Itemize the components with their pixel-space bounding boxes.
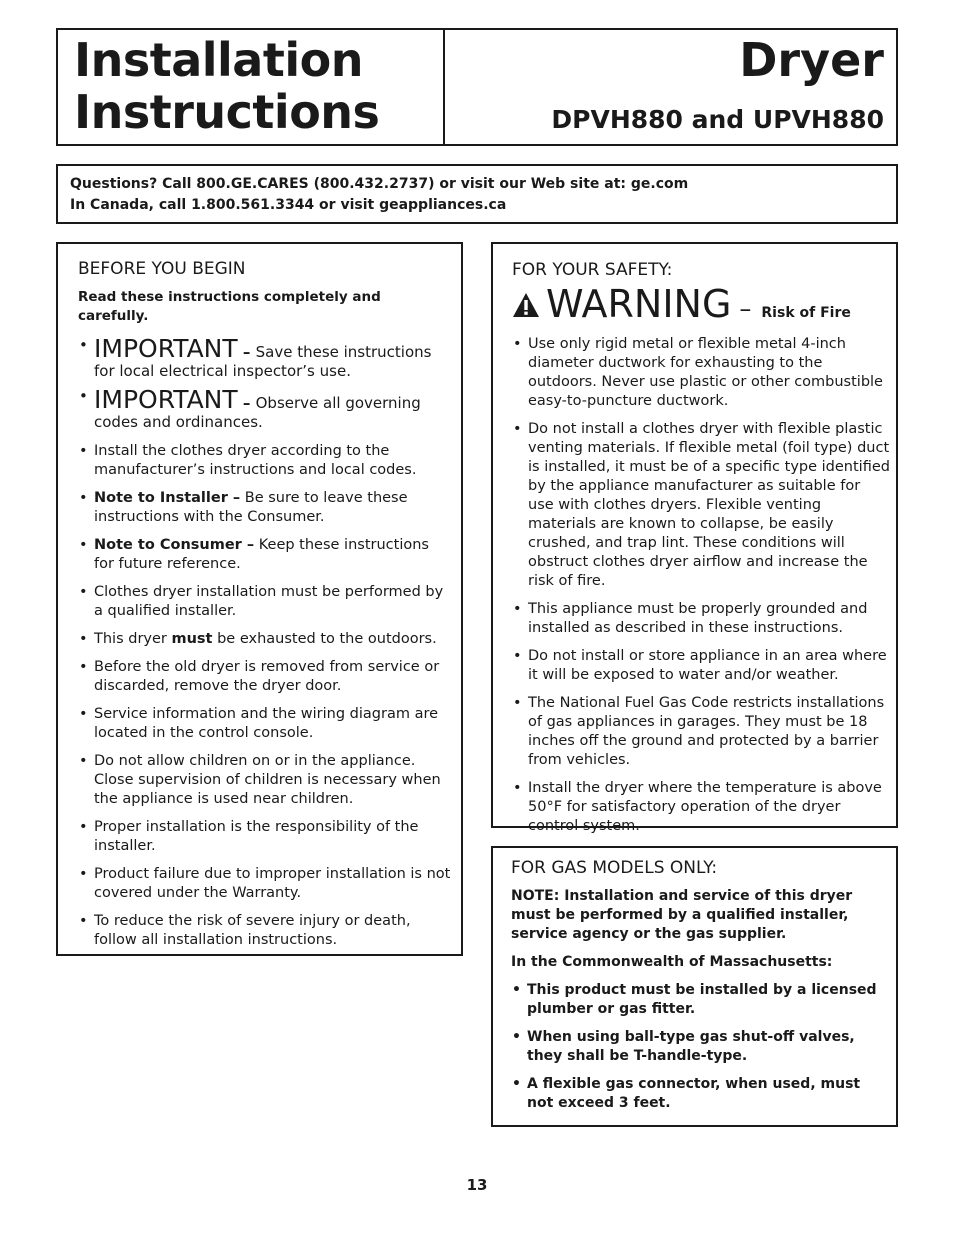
- risk-of-fire-label: Risk of Fire: [761, 305, 851, 321]
- list-item: • Product failure due to improper installation is not covered under the Warranty.: [78, 865, 453, 903]
- list-item: • Service information and the wiring diagram are located in the control console.: [78, 705, 453, 743]
- safety-heading: FOR YOUR SAFETY:: [512, 260, 673, 280]
- warning-dash: –: [739, 295, 752, 323]
- list-item: • Proper installation is the responsibility of the installer.: [78, 818, 453, 856]
- list-item: • Clothes dryer installation must be performed by a qualified installer.: [78, 583, 453, 621]
- safety-list: [512, 335, 890, 836]
- list-item: • Install the dryer where the temperature is above 50°F for satisfactory operation of the dryer control system.: [512, 779, 890, 836]
- list-item: • Do not allow children on or in the appliance. Close supervision of children is necessary when the appliance is used near children.: [78, 752, 453, 809]
- list-item: • Note to Consumer – Keep these instructions for future reference.: [78, 536, 453, 574]
- before-list: [78, 442, 453, 950]
- contact-line-us: Questions? Call 800.GE.CARES (800.432.2737) or visit our Web site at: ge.com: [70, 176, 689, 192]
- important-item: [78, 336, 453, 381]
- safety-panel: [491, 242, 898, 834]
- important-label: IMPORTANT: [94, 334, 238, 363]
- model-numbers: DPVH880 and UPVH880: [551, 105, 884, 134]
- warning-banner: [512, 283, 890, 327]
- list-item: • A flexible gas connector, when used, must not exceed 3 feet.: [511, 1075, 890, 1113]
- important-dash: –: [237, 394, 256, 412]
- important-text: Save these instructions for local electrical inspector’s use.: [94, 343, 432, 380]
- list-item: • The National Fuel Gas Code restricts installations of gas appliances in garages. They must be 18 inches off the ground and protected by a barrier from vehicles.: [512, 694, 890, 770]
- list-item: • This product must be installed by a licensed plumber or gas fitter.: [511, 981, 890, 1019]
- list-item: • This dryer must be exhausted to the outdoors.: [78, 630, 453, 649]
- before-you-begin-panel: [56, 242, 463, 956]
- before-lead: Read these instructions completely and carefully.: [78, 289, 381, 324]
- contact-line-canada: In Canada, call 1.800.561.3344 or visit geappliances.ca: [70, 197, 507, 213]
- list-item: • This appliance must be properly grounded and installed as described in these instructions.: [512, 600, 890, 638]
- list-item: • Do not install a clothes dryer with flexible plastic venting materials. If flexible metal (foil type) duct is installed, it must be of a specific type identified by the appliance manufacturer as suitable for use with clothes dryers. Flexible venting materials are known to collapse, be easily crushed, and trap lint. These conditions will obstruct clothes dryer airflow and increase the risk of fire.: [512, 420, 890, 591]
- gas-models-panel: [491, 846, 898, 1127]
- page-number: 13: [466, 1176, 488, 1194]
- gas-heading: FOR GAS MODELS ONLY:: [511, 858, 718, 878]
- important-text: Observe all governing codes and ordinances.: [94, 394, 421, 431]
- before-heading: BEFORE YOU BEGIN: [78, 259, 246, 279]
- warning-triangle-icon: [512, 292, 540, 318]
- list-item: • Install the clothes dryer according to the manufacturer’s instructions and local codes.: [78, 442, 453, 480]
- list-item: • When using ball-type gas shut-off valves, they shall be T-handle-type.: [511, 1028, 890, 1066]
- important-label: IMPORTANT: [94, 385, 238, 414]
- gas-note: NOTE: Installation and service of this dryer must be performed by a qualified installer, service agency or the gas supplier.: [511, 888, 853, 942]
- list-item: • Note to Installer – Be sure to leave these instructions with the Consumer.: [78, 489, 453, 527]
- warning-label: WARNING: [546, 282, 732, 326]
- important-dash: –: [237, 343, 256, 361]
- massachusetts-note: In the Commonwealth of Massachusetts:: [511, 954, 833, 970]
- important-item: [78, 387, 453, 432]
- header-right-box: [443, 28, 898, 146]
- important-list: [78, 336, 453, 432]
- list-item: • Before the old dryer is removed from service or discarded, remove the dryer door.: [78, 658, 453, 696]
- gas-list: [511, 981, 890, 1113]
- contact-box: [56, 164, 898, 224]
- list-item: • Use only rigid metal or flexible metal 4-inch diameter ductwork for exhausting to the outdoors. Never use plastic or other combustible easy-to-puncture ductwork.: [512, 335, 890, 411]
- header-left-box: [56, 28, 445, 146]
- document-title: Installation Instructions: [74, 33, 380, 139]
- list-item: • To reduce the risk of severe injury or death, follow all installation instructions.: [78, 912, 453, 950]
- list-item: • Do not install or store appliance in an area where it will be exposed to water and/or weather.: [512, 647, 890, 685]
- product-title: Dryer: [739, 33, 884, 87]
